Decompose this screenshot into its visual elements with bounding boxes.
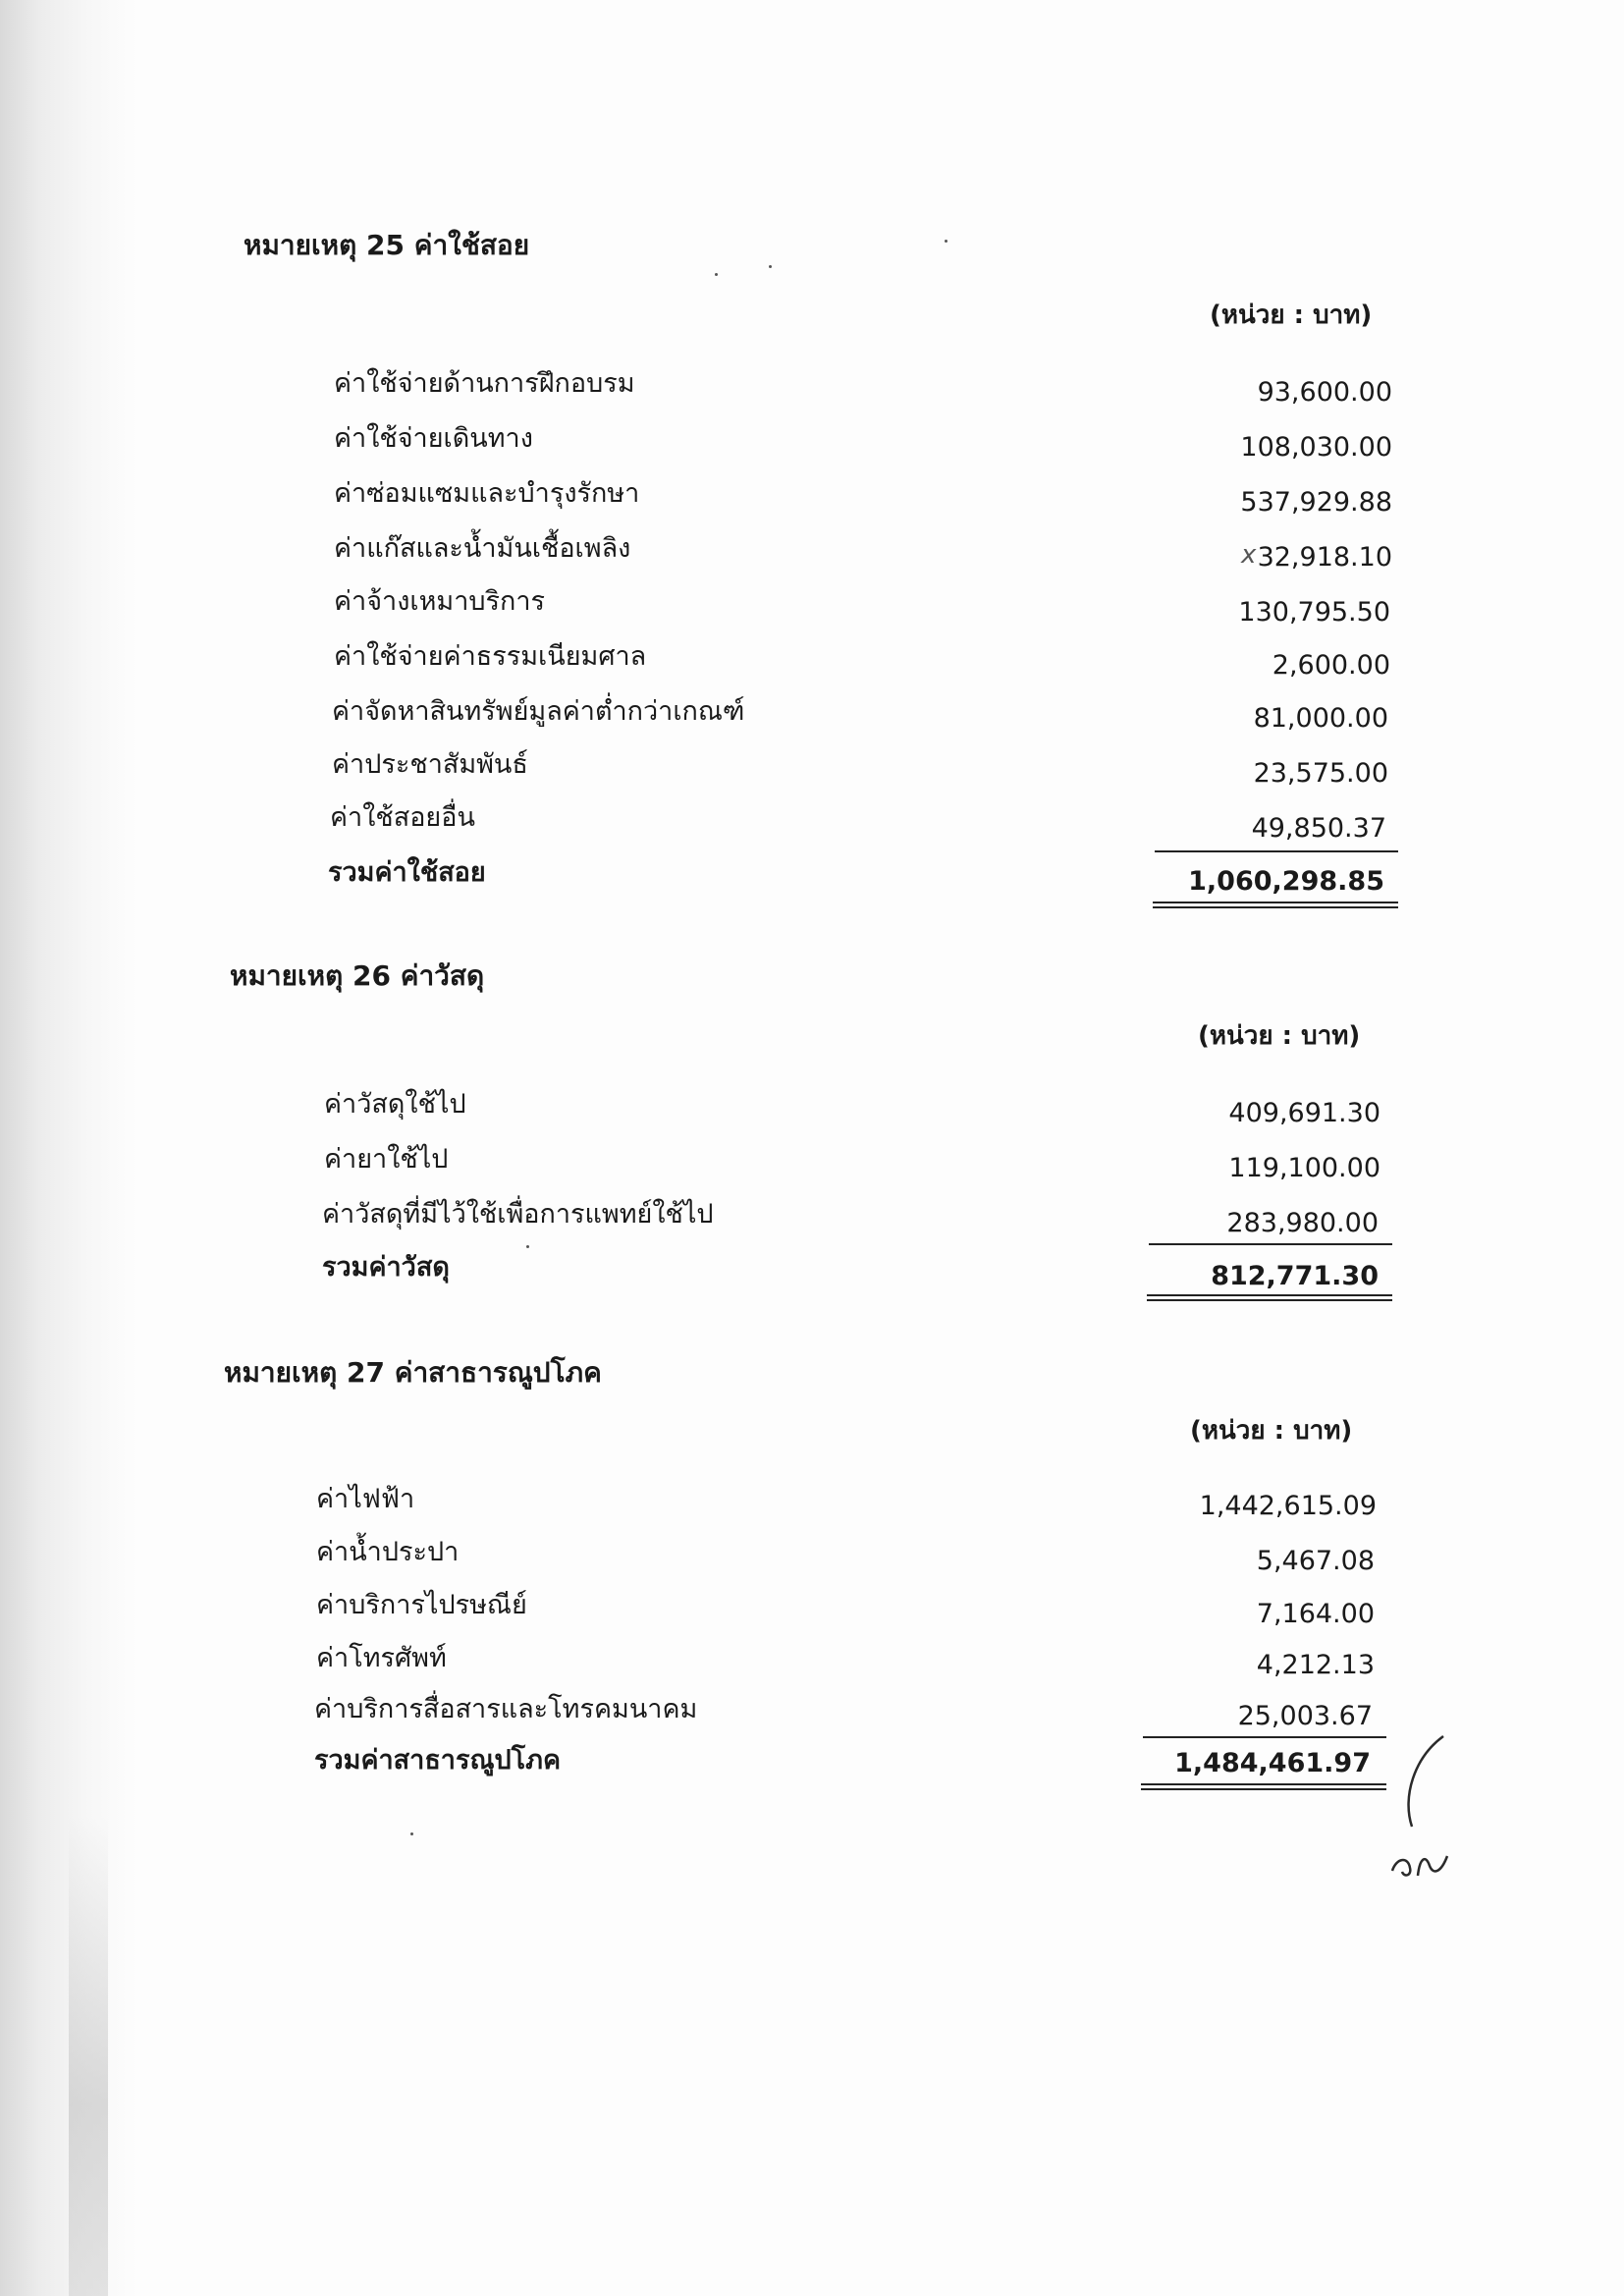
note-26-title: หมายเหตุ 26 ค่าวัสดุ: [230, 959, 485, 992]
note-26-total-label: รวมค่าวัสดุ: [322, 1252, 450, 1283]
note-27-total-label: รวมค่าสาธารณูปโภค: [314, 1745, 562, 1776]
note-26-label-1: ค่ายาใช้ไป: [324, 1144, 449, 1175]
note-25-label-0: ค่าใช้จ่ายด้านการฝึกอบรม: [334, 368, 635, 399]
note-27-amount-4: 25,003.67: [1237, 1701, 1373, 1731]
note-27-label-3: ค่าโทรศัพท์: [316, 1643, 447, 1673]
note-26-unit: (หน่วย : บาท): [1198, 1021, 1361, 1051]
note-27-label-1: ค่าน้ำประปา: [316, 1537, 460, 1567]
note-25-label-7: ค่าประชาสัมพันธ์: [332, 749, 528, 780]
note-25-total-double-rule: [1153, 902, 1398, 908]
scan-speck: [945, 240, 947, 243]
note-25-label-2: ค่าซ่อมแซมและบำรุงรักษา: [334, 478, 640, 509]
note-27-amount-3: 4,212.13: [1256, 1650, 1375, 1680]
note-25-label-1: ค่าใช้จ่ายเดินทาง: [334, 423, 533, 454]
note-25-label-8: ค่าใช้สอยอื่น: [330, 802, 475, 833]
note-26-label-2: ค่าวัสดุที่มีไว้ใช้เพื่อการแพทย์ใช้ไป: [322, 1199, 714, 1230]
scan-speck: [769, 265, 772, 268]
note-26-amount-1: 119,100.00: [1228, 1153, 1380, 1183]
handwritten-signature-icon: [1375, 1728, 1473, 1886]
note-27-subtotal-rule: [1143, 1736, 1386, 1738]
note-26-total-amount: 812,771.30: [1211, 1261, 1379, 1291]
note-25-amount-2: 537,929.88: [1240, 487, 1392, 518]
note-27-amount-1: 5,467.08: [1256, 1546, 1375, 1576]
note-25-amount-4: 130,795.50: [1238, 597, 1390, 628]
note-27-title: หมายเหตุ 27 ค่าสาธารณูปโภค: [224, 1356, 602, 1389]
note-25-amount-7: 23,575.00: [1253, 758, 1388, 789]
note-27-unit: (หน่วย : บาท): [1190, 1416, 1353, 1446]
note-25-label-4: ค่าจ้างเหมาบริการ: [334, 586, 546, 617]
note-25-unit: (หน่วย : บาท): [1210, 301, 1373, 330]
note-27-total-double-rule: [1141, 1783, 1386, 1790]
note-26-amount-0: 409,691.30: [1228, 1098, 1380, 1128]
note-25-amount-6: 81,000.00: [1253, 703, 1388, 734]
note-26-amount-2: 283,980.00: [1226, 1208, 1379, 1238]
note-25-amount-0: 93,600.00: [1257, 377, 1392, 408]
note-27-total-amount: 1,484,461.97: [1174, 1748, 1371, 1778]
note-25-label-5: ค่าใช้จ่ายค่าธรรมเนียมศาล: [334, 641, 647, 672]
note-25-amount-1: 108,030.00: [1240, 432, 1392, 463]
note-25-label-6: ค่าจัดหาสินทรัพย์มูลค่าต่ำกว่าเกณฑ์: [332, 696, 745, 727]
note-25-total-amount: 1,060,298.85: [1188, 866, 1384, 897]
note-26-label-0: ค่าวัสดุใช้ไป: [324, 1089, 466, 1120]
note-27-label-4: ค่าบริการสื่อสารและโทรคมนาคม: [314, 1694, 698, 1724]
scan-speck: [715, 273, 718, 276]
note-26-subtotal-rule: [1149, 1243, 1392, 1245]
note-25-subtotal-rule: [1155, 850, 1398, 852]
note-27-amount-2: 7,164.00: [1256, 1599, 1375, 1629]
note-27-label-2: ค่าบริการไปรษณีย์: [316, 1590, 527, 1620]
note-27-label-0: ค่าไฟฟ้า: [316, 1484, 415, 1514]
note-25-label-3: ค่าแก๊สและน้ำมันเชื้อเพลิง: [334, 533, 631, 564]
note-25-amount-3: 32,918.10: [1257, 542, 1392, 573]
scan-speck: [526, 1245, 529, 1248]
note-25-amount-8: 49,850.37: [1251, 813, 1386, 844]
note-27-amount-0: 1,442,615.09: [1199, 1491, 1377, 1521]
note-25-total-label: รวมค่าใช้สอย: [328, 857, 486, 888]
scan-speck: [410, 1832, 413, 1835]
note-25-amount-5: 2,600.00: [1272, 650, 1390, 681]
scan-shadow-lower: [69, 1817, 108, 2296]
note-26-total-double-rule: [1147, 1294, 1392, 1301]
note-25-title: หมายเหตุ 25 ค่าใช้สอย: [244, 229, 530, 261]
handwritten-x-mark: x: [1241, 540, 1257, 570]
